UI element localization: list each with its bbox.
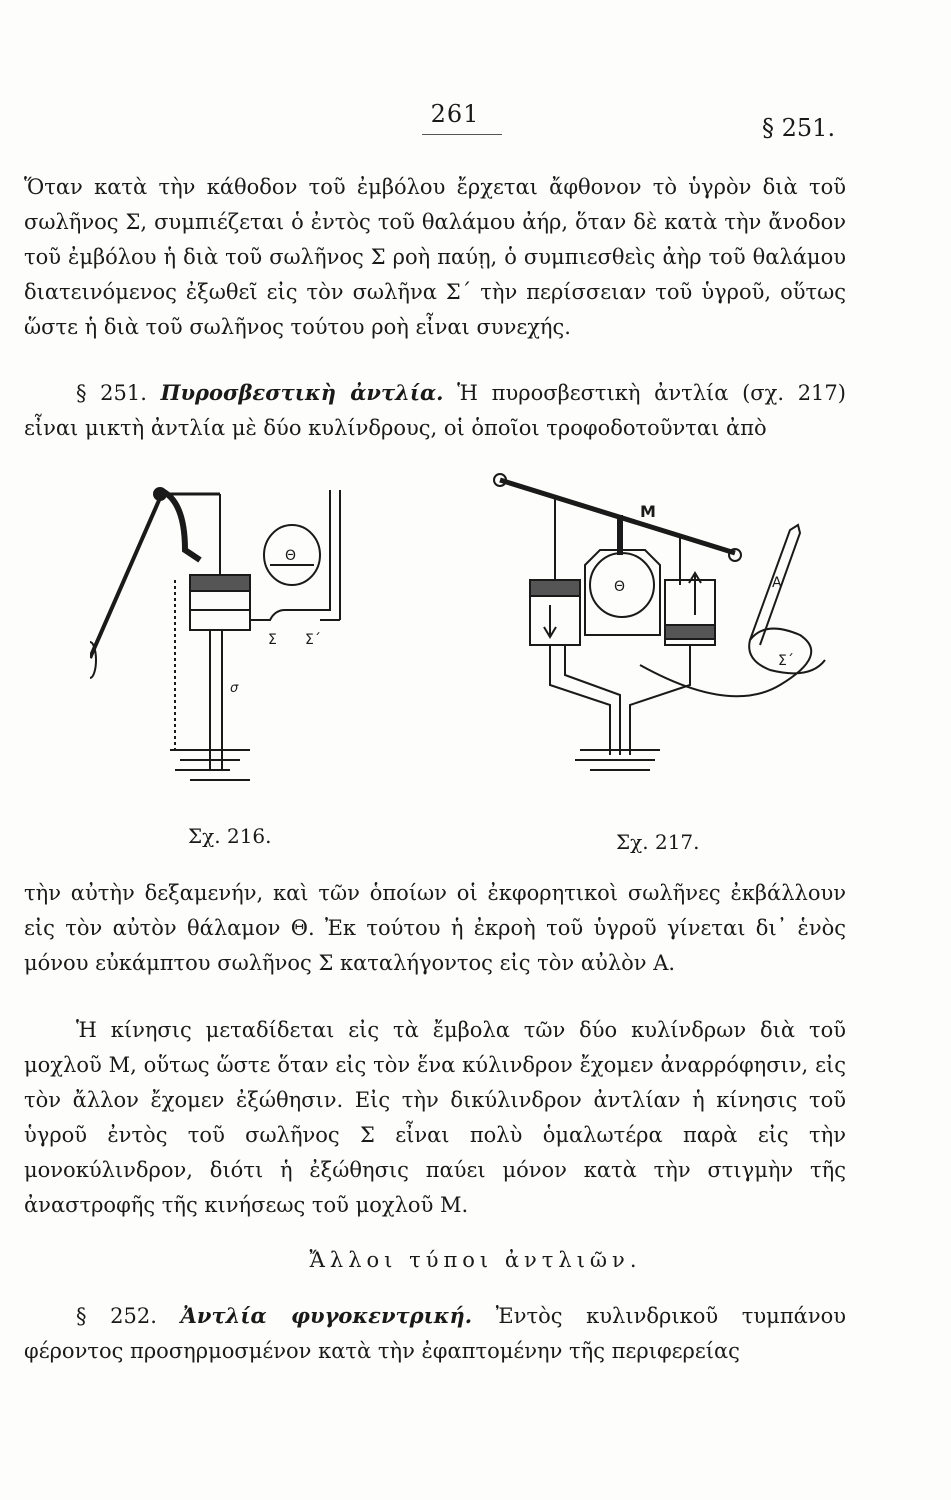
paragraph-3: τὴν αὐτὴν δεξαμενήν, καὶ τῶν ὁποίων οἱ ἐκφορητικοὶ σωλῆνες ἐκβάλλουν εἰς τὸν αὐτὸν θάλαμον Θ. Ἐκ τούτου ἡ ἐκροὴ τοῦ ὑγροῦ γίνεται δι᾽ ἑνὸς μόνου εὐκάμπτου σωλῆνος Σ καταλήγοντος εἰς τὸν αὐλὸν Α.	[24, 881, 846, 975]
fig216-label-chamber: Θ	[285, 548, 297, 564]
figure-216	[90, 470, 360, 815]
fig217-label-lever: Μ	[640, 502, 656, 521]
paragraph-252-text: Ἐντὸς κυλινδρικοῦ τυμπάνου φέροντος προσηρμοσμένον κατὰ τὴν ἐφαπτομένην τῆς περιφερείας	[24, 1304, 846, 1363]
fig216-label-tube: σ	[230, 681, 239, 696]
paragraph-252	[24, 1298, 846, 1369]
fig216-label-pipe-out: Σ΄	[305, 632, 321, 648]
section-title-252: Ἀντλία φυγοκεντρική.	[180, 1303, 473, 1328]
page-number-rule	[422, 134, 502, 135]
paragraph-251-text: Ἡ πυροσβεστικὴ ἀντλία (σχ. 217) εἶναι μικτὴ ἀντλία μὲ δύο κυλίνδρους, οἱ ὁποῖοι τροφοδοτοῦνται ἀπὸ	[24, 381, 846, 440]
section-number-251: § 251.	[76, 381, 147, 405]
section-number-252: § 252.	[76, 1304, 157, 1328]
fig217-label-chamber: Θ	[614, 579, 626, 595]
figure-217	[480, 465, 840, 800]
section-title-251: Πυροσβεστικὴ ἀντλία.	[160, 380, 444, 405]
paragraph-1: Ὅταν κατὰ τὴν κάθοδον τοῦ ἐμβόλου ἔρχεται ἄφθονον τὸ ὑγρὸν διὰ τοῦ σωλῆνος Σ, συμπιέζεται ὁ ἐντὸς τοῦ θαλάμου ἀήρ, ὅταν δὲ κατὰ τὴν ἄνοδον τοῦ ἐμβόλου ἡ διὰ τοῦ σωλῆνος Σ ροὴ παύῃ, ὁ συμπιεσθεὶς ἀὴρ τοῦ θαλάμου διατεινόμενος ἐξωθεῖ εἰς τὸν σωλῆνα Σ΄ τὴν περίσσειαν τοῦ ὑγροῦ, οὕτως ὥστε ἡ διὰ τοῦ σωλῆνος τούτου ροὴ εἶναι συνεχής.	[24, 175, 846, 339]
section-ref: § 251.	[762, 114, 836, 142]
fig216-label-pipe-in: Σ	[268, 632, 277, 648]
fig217-label-hose: Σ΄	[778, 653, 794, 669]
figure-217-caption: Σχ. 217.	[616, 830, 700, 854]
fig217-label-nozzle: Α	[772, 575, 782, 591]
paragraph-251	[24, 375, 846, 446]
paragraph-4: Ἡ κίνησις μεταδίδεται εἰς τὰ ἔμβολα τῶν δύο κυλίνδρων διὰ τοῦ μοχλοῦ Μ, οὕτως ὥστε ὅταν εἰς τὸν ἕνα κύλινδρον ἔχομεν ἀναρρόφησιν, εἰς τὸν ἄλλον ἔχομεν ἐξώθησιν. Εἰς τὴν δικύλινδρον ἀντλίαν ἡ κίνησις τοῦ ὑγροῦ ἐντὸς τοῦ σωλῆνος Σ εἶναι πολὺ ὁμαλωτέρα παρὰ εἰς τὴν μονοκύλινδρον, διότι ἡ ἐξώθησις παύει μόνον κατὰ τὴν στιγμὴν τῆς ἀναστροφῆς τῆς κινήσεως τοῦ μοχλοῦ Μ.	[24, 1018, 846, 1217]
page-number: 261	[430, 100, 480, 128]
figure-216-caption: Σχ. 216.	[188, 824, 272, 848]
section-heading: Ἄλλοι τύποι ἀντλιῶν.	[309, 1248, 642, 1272]
